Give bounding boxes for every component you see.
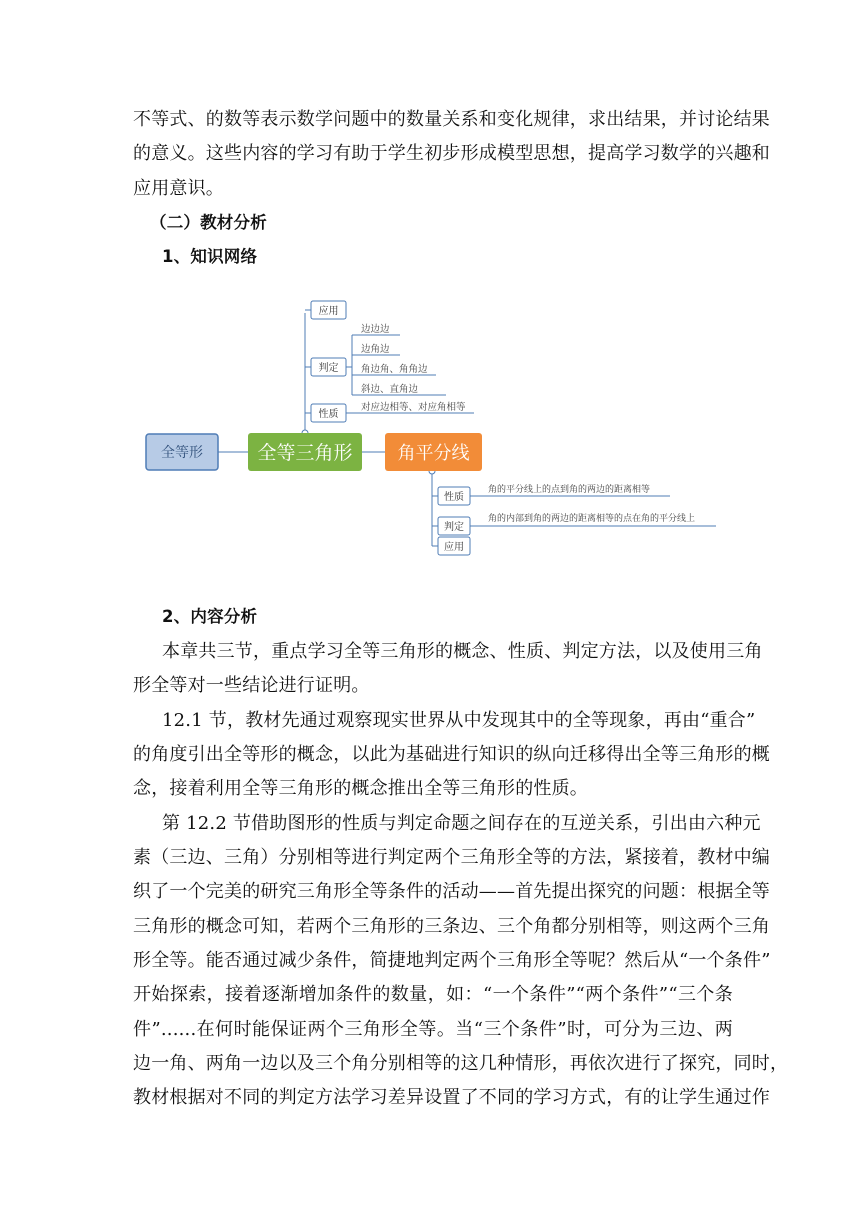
lower-property-item: 角的平分线上的点到角的两边的距离相等 (488, 485, 651, 495)
lower-judge-label: 判定 (444, 522, 464, 533)
body-line-2: 形全等对一些结论进行证明。 (133, 675, 370, 696)
knowledge-network-heading: 1、知识网络 (162, 247, 258, 266)
intro-line-2: 的意义。这些内容的学习有助于学生初步形成模型思想，提高学习数学的兴趣和 (133, 143, 770, 164)
body-line-3: 12.1 节，教材先通过观察现实世界从中发现其中的全等现象，再由“重合” (162, 710, 756, 731)
body-line-11: 开始探索，接着逐渐增加条件的数量，如：“一个条件”“两个条件”“三个条 (133, 984, 733, 1005)
judge-item-sss: 边边边 (361, 324, 390, 335)
judge-item-sas: 边角边 (361, 344, 390, 355)
body-line-7: 素（三边、三角）分别相等进行判定两个三角形全等的方法，紧接着，教材中编 (133, 847, 770, 868)
upper-property-label: 性质 (318, 409, 339, 420)
upper-property-item: 对应边相等、对应角相等 (361, 402, 466, 413)
body-line-6: 第 12.2 节借助图形的性质与判定命题之间存在的互逆关系，引出由六种元 (162, 813, 761, 834)
intro-line-3: 应用意识。 (133, 178, 224, 199)
body-line-8: 织了一个完美的研究三角形全等条件的活动——首先提出探究的问题：根据全等 (133, 881, 770, 902)
body-line-5: 念，接着利用全等三角形的概念推出全等三角形的性质。 (133, 778, 588, 799)
lower-apply-label: 应用 (444, 542, 464, 553)
upper-judge-label: 判定 (318, 363, 339, 374)
body-line-1: 本章共三节，重点学习全等三角形的概念、性质、判定方法，以及使用三角 (162, 641, 763, 662)
body-line-12: 件”......在何时能保证两个三角形全等。当“三个条件”时，可分为三边、两 (133, 1019, 733, 1040)
lower-judge-item: 角的内部到角的两边的距离相等的点在角的平分线上 (488, 514, 696, 524)
node-congruent-figures-label: 全等形 (161, 445, 203, 461)
body-line-14: 教材根据对不同的判定方法学习差异设置了不同的学习方式，有的让学生通过作 (133, 1087, 770, 1108)
node-congruent-triangles-label: 全等三角形 (257, 442, 353, 464)
upper-apply-label: 应用 (318, 306, 339, 317)
section-heading: （二）教材分析 (150, 213, 267, 232)
body-line-9: 三角形的概念可知，若两个三角形的三条边、三个角都分别相等，则这两个三角 (133, 916, 770, 937)
body-line-4: 的角度引出全等形的概念，以此为基础进行知识的纵向迁移得出全等三角形的概 (133, 744, 770, 765)
judge-item-asa-aas: 角边角、角角边 (361, 364, 428, 375)
intro-line-1: 不等式、的数等表示数学问题中的数量关系和变化规律，求出结果，并讨论结果 (133, 109, 770, 130)
body-line-13: 边一角、两角一边以及三个角分别相等的这几种情形，再依次进行了探究，同时， (133, 1053, 789, 1074)
body-line-10: 形全等。能否通过减少条件，简捷地判定两个三角形全等呢？然后从“一个条件” (133, 950, 771, 971)
lower-property-label: 性质 (444, 492, 464, 503)
node-angle-bisector-label: 角平分线 (397, 443, 470, 464)
content-analysis-heading: 2、内容分析 (162, 607, 258, 626)
judge-item-hl: 斜边、直角边 (361, 384, 419, 395)
